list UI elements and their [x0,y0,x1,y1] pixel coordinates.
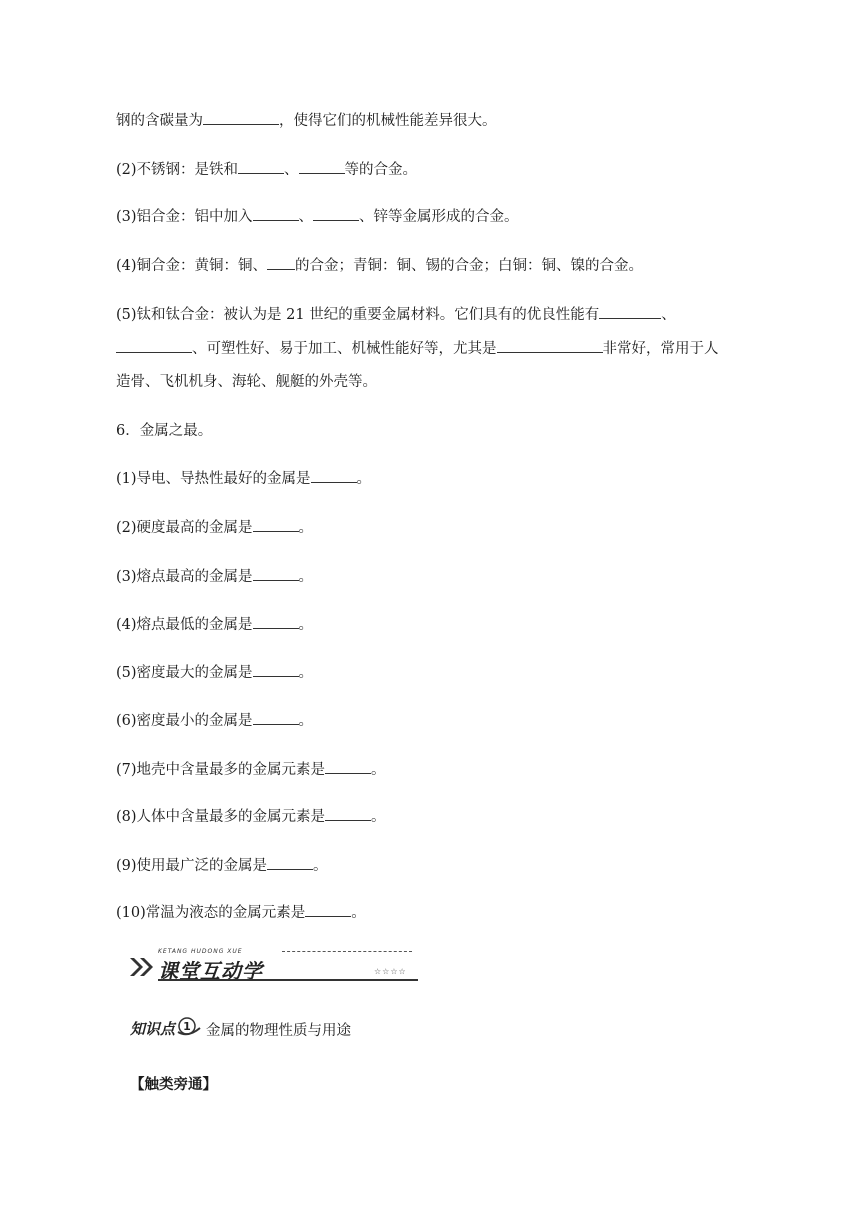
line-text: 、 [661,307,676,323]
fill-blank [311,468,357,483]
question-9 [116,855,328,876]
question-text: (9)使用最广泛的金属是 [116,858,268,874]
text-line-7 [116,372,377,392]
text-line-2 [116,159,417,180]
section-title: 【触类旁通】 [130,1076,217,1093]
line-text: 、可塑性好、易于加工、机械性能好等，尤其是 [192,341,497,357]
punctuation: 。 [356,471,372,487]
banner-dashed-rule [282,951,412,952]
punctuation: 。 [371,809,386,825]
fill-blank [325,759,371,774]
fill-blank [116,338,192,353]
fill-blank [253,710,299,725]
text-line-4 [116,255,643,276]
fill-blank [253,662,299,677]
heading-text: 6．金属之最。 [116,423,213,439]
fill-blank [253,517,299,532]
question-10 [116,902,366,923]
question-5 [116,662,313,683]
question-1 [116,468,371,489]
line-text: ，使得它们的机械性能差异很大。 [279,113,497,129]
fill-blank [203,110,279,125]
knowledge-point-label: 知识点 [130,1020,176,1038]
banner-underline [158,979,418,981]
double-chevron-icon [128,956,156,978]
punctuation: 。 [298,569,314,585]
line-text: (5)钛和钛合金：被认为是 21 世纪的重要金属材料。它们具有的优良性能有 [116,307,600,323]
line-text: 的合金；青铜：铜、锡的合金；白铜：铜、镍的合金。 [295,258,644,274]
text-line-3 [116,206,519,227]
question-8 [116,806,386,827]
fill-blank [253,206,299,221]
question-text: (4)熔点最低的金属是 [116,617,253,633]
line-text: (3)铝合金：铝中加入 [116,209,253,225]
question-text: (1)导电、导热性最好的金属是 [116,471,311,487]
text-line-1 [116,110,497,131]
fill-blank [253,566,299,581]
line-text: (4)铜合金：黄铜：铜、 [116,258,268,274]
question-4 [116,614,313,635]
punctuation: 。 [298,520,314,536]
line-text: (2)不锈钢：是铁和 [116,162,239,178]
banner-stars: ☆☆☆☆ [374,967,407,976]
banner-subtitle: KETANG HUDONG XUE [158,948,243,955]
fill-blank [599,304,661,319]
fill-blank [325,806,371,821]
punctuation: 。 [298,713,314,729]
text-line-5 [116,304,676,325]
line-text: 非常好，常用于人 [602,341,719,357]
section-banner [128,948,418,982]
punctuation: 。 [351,905,366,921]
fill-blank [253,614,299,629]
knowledge-point-number-icon [176,1016,202,1038]
question-text: (6)密度最小的金属是 [116,713,253,729]
punctuation: 。 [298,617,314,633]
fill-blank [305,902,351,917]
line-text: 等的合金。 [344,162,418,178]
line-text: 、锌等金属形成的合金。 [359,209,519,225]
question-text: (3)熔点最高的金属是 [116,569,253,585]
text-line-6 [116,338,719,359]
question-6 [116,710,313,731]
question-text: (5)密度最大的金属是 [116,665,253,681]
question-7 [116,759,386,780]
line-text: 、 [284,162,299,178]
banner-title: 课堂互动学 [158,959,263,983]
knowledge-point-number: 1 [183,1020,191,1033]
fill-blank [497,338,603,353]
question-2 [116,517,313,538]
line-text: 造骨、飞机机身、海轮、舰艇的外壳等。 [116,374,377,390]
punctuation: 。 [371,762,386,778]
question-text: (2)硬度最高的金属是 [116,520,253,536]
fill-blank [267,855,313,870]
line-text: 钢的含碳量为 [116,113,203,129]
line-text: 、 [298,209,314,225]
fill-blank [238,159,284,174]
question-text: (7)地壳中含量最多的金属元素是 [116,762,326,778]
question-text: (10)常温为液态的金属元素是 [116,905,306,921]
fill-blank [299,159,345,174]
section-heading-6 [116,421,212,441]
question-3 [116,566,313,587]
knowledge-point-text: 金属的物理性质与用途 [206,1023,351,1039]
punctuation: 。 [298,665,314,681]
question-text: (8)人体中含量最多的金属元素是 [116,809,326,825]
fill-blank [313,206,359,221]
fill-blank [267,255,295,270]
punctuation: 。 [313,858,328,874]
